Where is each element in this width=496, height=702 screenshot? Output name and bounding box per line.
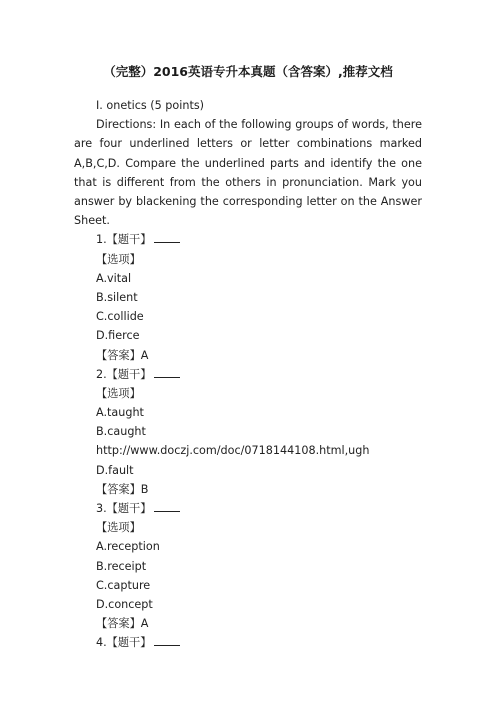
option-item: A.reception [96,540,160,554]
question-stem [74,633,422,652]
question-stem-text: 4.【题干】 [96,636,152,650]
answer-blank [154,232,180,243]
option-item: A.vital [96,271,132,285]
question-stem [74,365,422,384]
question-stem [74,230,422,249]
answer-blank [154,501,180,512]
option-item: C.collide [96,310,144,324]
option-item: D.fierce [96,329,140,343]
option-item-link[interactable]: http://www.doczj.com/doc/0718144108.html,ugh [96,444,370,458]
question-stem-text: 1.【题干】 [96,233,152,247]
document-title: （完整）2016英语专升本真题（含答案）,推荐文档 [103,64,393,79]
answer-line: 【答案】A [96,617,149,631]
answer-blank [154,367,180,378]
option-item: B.receipt [96,559,147,573]
option-item: A.taught [96,406,144,420]
options-label: 【选项】 [96,521,141,535]
section-heading: I. onetics (5 points) [96,99,205,112]
option-item: D.fault [96,463,134,477]
question-stem [74,499,422,518]
options-label: 【选项】 [96,252,141,266]
answer-line: 【答案】A [96,348,149,362]
question-stem-text: 3.【题干】 [96,502,152,516]
option-item: D.concept [96,597,153,611]
directions-paragraph: Directions: In each of the following groups of words, there are four underlined letters or letter combinations marked A,B,C,D. Compare the underlined parts and identify the one that is different from the others in pronunciation. Mark you answer by blackening the corresponding letter on the Answer Sheet. [74,118,422,228]
options-label: 【选项】 [96,386,141,400]
option-item: B.caught [96,425,146,439]
option-item: C.capture [96,578,151,592]
answer-blank [154,635,180,646]
question-stem-text: 2.【题干】 [96,367,152,381]
option-item: B.silent [96,290,138,304]
document-body [74,96,422,653]
answer-line: 【答案】B [96,482,149,496]
